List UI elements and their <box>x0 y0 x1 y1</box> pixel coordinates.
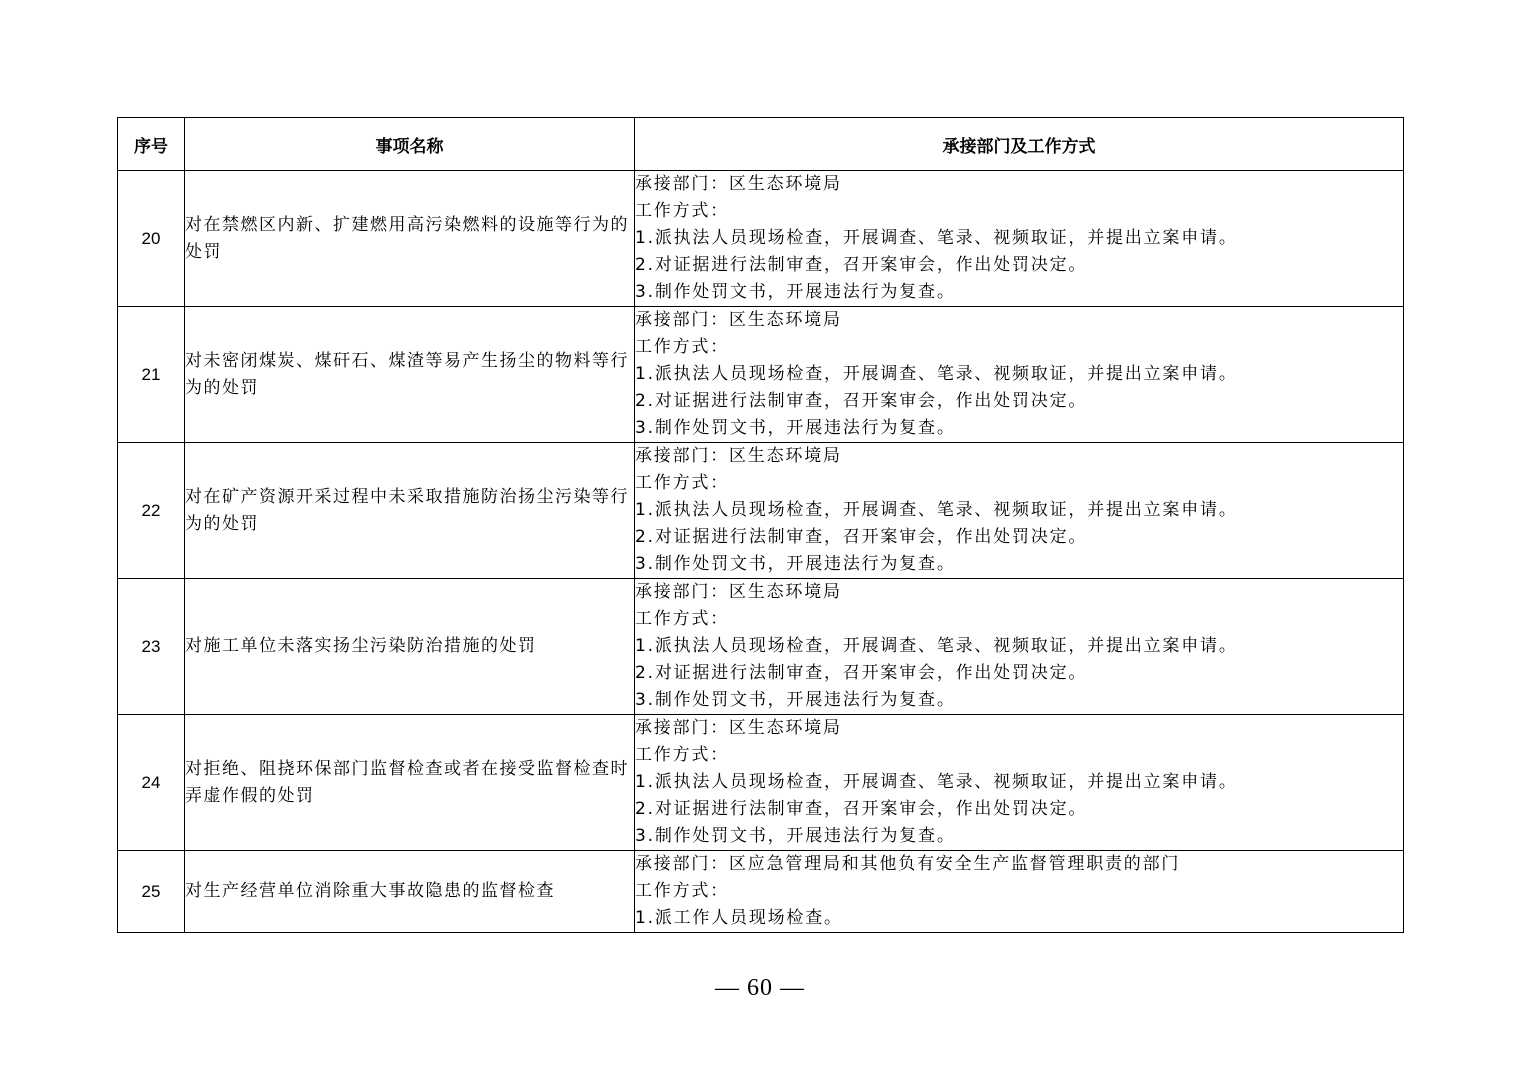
item-name: 对生产经营单位消除重大事故隐患的监督检查 <box>185 851 635 933</box>
department-line: 承接部门：区生态环境局 <box>635 718 842 738</box>
department-line: 承接部门：区应急管理局和其他负有安全生产监督管理职责的部门 <box>635 854 1181 874</box>
table-row <box>118 443 1404 579</box>
header-department-and-method: 承接部门及工作方式 <box>635 118 1404 171</box>
item-name: 对拒绝、阻挠环保部门监督检查或者在接受监督检查时弄虚作假的处罚 <box>185 715 635 851</box>
item-name: 对在禁燃区内新、扩建燃用高污染燃料的设施等行为的处罚 <box>185 171 635 307</box>
table-row <box>118 851 1404 933</box>
table-header-row <box>118 118 1404 171</box>
method-step: 1.派工作人员现场检查。 <box>635 908 843 928</box>
method-label: 工作方式： <box>635 745 729 765</box>
method-label: 工作方式： <box>635 473 729 493</box>
method-step: 2.对证据进行法制审查，召开案审会，作出处罚决定。 <box>635 527 1088 547</box>
department-and-method <box>635 307 1404 443</box>
method-step: 1.派执法人员现场检查，开展调查、笔录、视频取证，并提出立案申请。 <box>635 364 1238 384</box>
row-number: 24 <box>118 715 185 851</box>
method-step: 2.对证据进行法制审查，召开案审会，作出处罚决定。 <box>635 799 1088 819</box>
row-number: 23 <box>118 579 185 715</box>
table-row <box>118 715 1404 851</box>
method-step: 3.制作处罚文书，开展违法行为复查。 <box>635 418 956 438</box>
method-step: 3.制作处罚文书，开展违法行为复查。 <box>635 826 956 846</box>
method-step: 1.派执法人员现场检查，开展调查、笔录、视频取证，并提出立案申请。 <box>635 500 1238 520</box>
header-item-name: 事项名称 <box>185 118 635 171</box>
method-step: 1.派执法人员现场检查，开展调查、笔录、视频取证，并提出立案申请。 <box>635 636 1238 656</box>
method-step: 3.制作处罚文书，开展违法行为复查。 <box>635 282 956 302</box>
department-and-method <box>635 851 1404 933</box>
department-and-method <box>635 579 1404 715</box>
department-and-method <box>635 171 1404 307</box>
method-step: 1.派执法人员现场检查，开展调查、笔录、视频取证，并提出立案申请。 <box>635 772 1238 792</box>
method-label: 工作方式： <box>635 201 729 221</box>
department-line: 承接部门：区生态环境局 <box>635 174 842 194</box>
row-number: 21 <box>118 307 185 443</box>
table-row <box>118 307 1404 443</box>
item-name: 对在矿产资源开采过程中未采取措施防治扬尘污染等行为的处罚 <box>185 443 635 579</box>
method-label: 工作方式： <box>635 337 729 357</box>
method-label: 工作方式： <box>635 609 729 629</box>
table-row <box>118 579 1404 715</box>
header-serial-number: 序号 <box>118 118 185 171</box>
department-and-method <box>635 443 1404 579</box>
item-name: 对未密闭煤炭、煤矸石、煤渣等易产生扬尘的物料等行为的处罚 <box>185 307 635 443</box>
method-step: 3.制作处罚文书，开展违法行为复查。 <box>635 554 956 574</box>
method-step: 3.制作处罚文书，开展违法行为复查。 <box>635 690 956 710</box>
row-number: 22 <box>118 443 185 579</box>
method-step: 1.派执法人员现场检查，开展调查、笔录、视频取证，并提出立案申请。 <box>635 228 1238 248</box>
page-number: — 60 — <box>715 975 805 1001</box>
department-line: 承接部门：区生态环境局 <box>635 310 842 330</box>
department-and-method <box>635 715 1404 851</box>
department-line: 承接部门：区生态环境局 <box>635 582 842 602</box>
row-number: 20 <box>118 171 185 307</box>
department-line: 承接部门：区生态环境局 <box>635 446 842 466</box>
table-row <box>118 171 1404 307</box>
row-number: 25 <box>118 851 185 933</box>
method-label: 工作方式： <box>635 881 729 901</box>
items-table <box>117 117 1404 933</box>
method-step: 2.对证据进行法制审查，召开案审会，作出处罚决定。 <box>635 663 1088 683</box>
method-step: 2.对证据进行法制审查，召开案审会，作出处罚决定。 <box>635 255 1088 275</box>
method-step: 2.对证据进行法制审查，召开案审会，作出处罚决定。 <box>635 391 1088 411</box>
item-name: 对施工单位未落实扬尘污染防治措施的处罚 <box>185 579 635 715</box>
